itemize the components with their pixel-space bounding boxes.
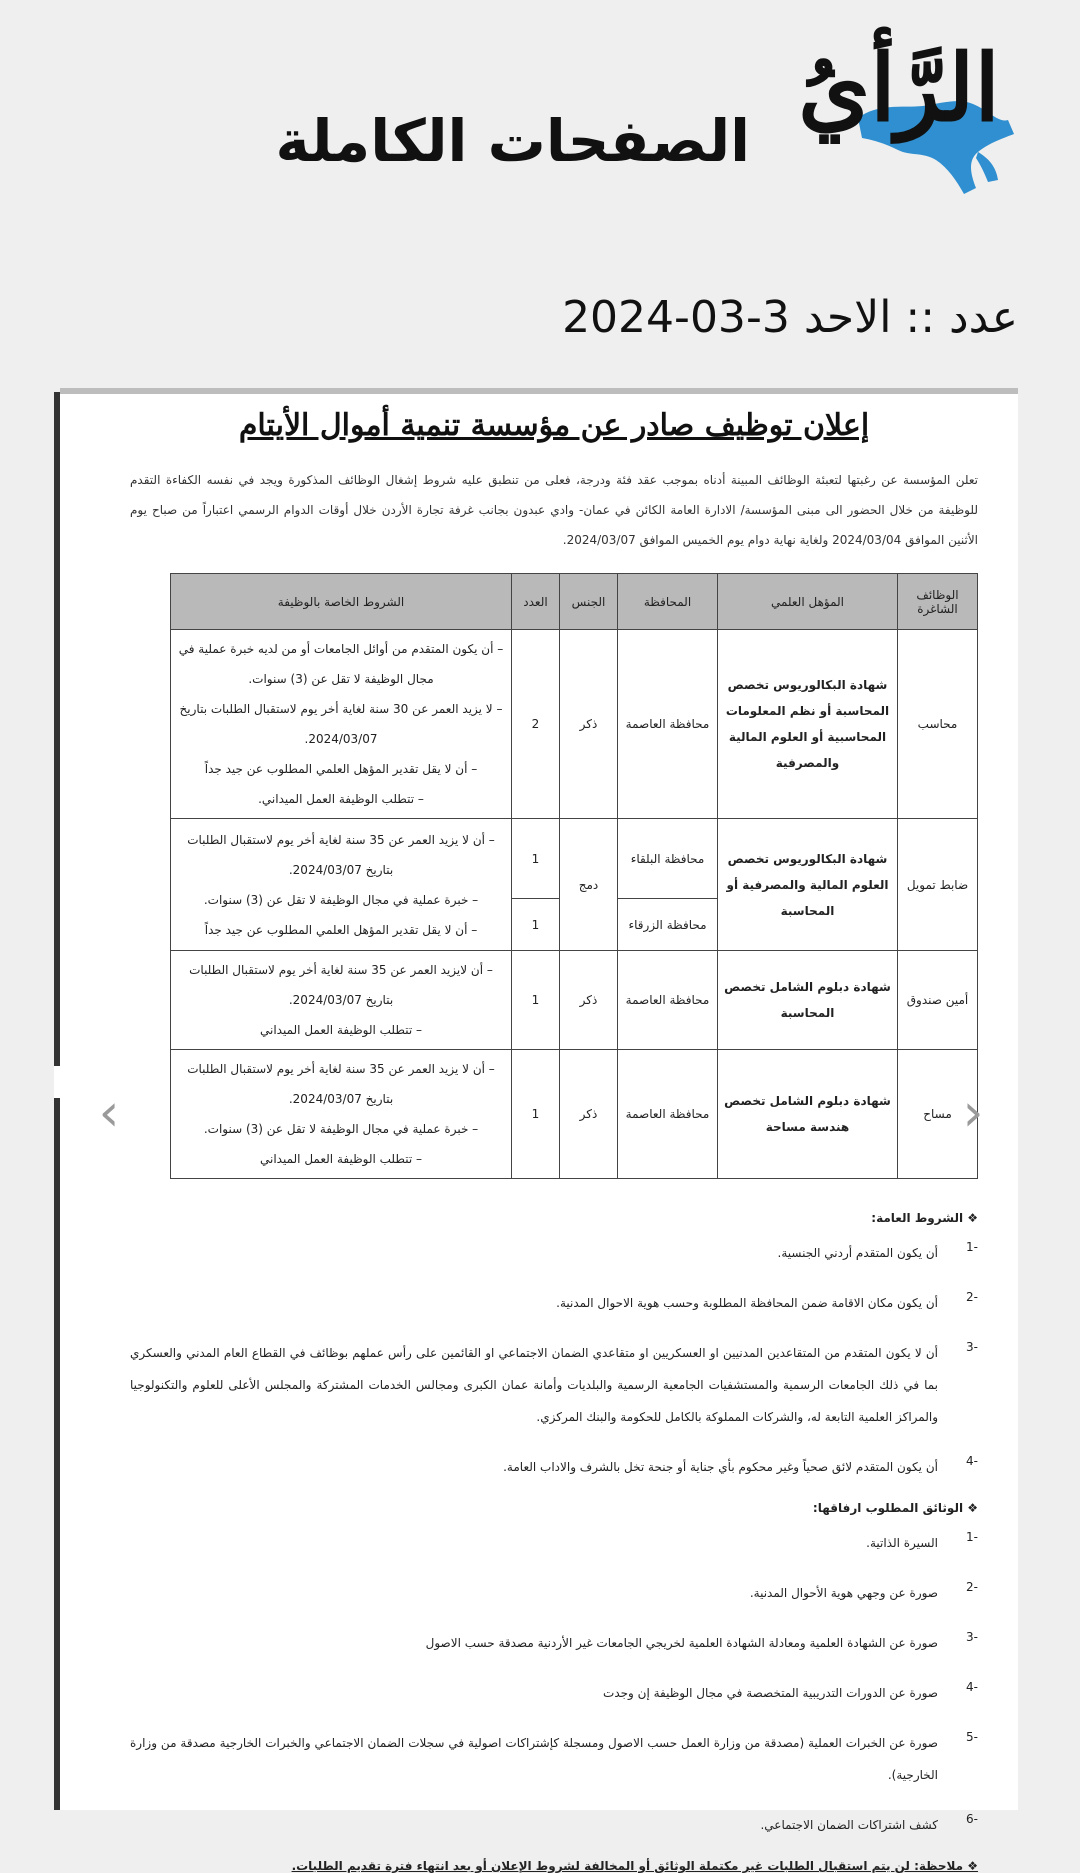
item-text: أن لا يكون المتقدم من المتقاعدين المدنيين او العسكريين او متقاعدي الضمان الاجتماعي او القائمين على رأس عملهم بوظائف في القطاع العام المدني والعسكري بما في ذلك الجامعات الرسمية والمستشفيات الجامعية الرسمية والبلديات وأمانة عمان الكبرى ومجالس الخدمات المشتركة والمجلس الأعلى للعلوم والتكنولوجيا والمراكز العلمية التابعة له، والشركات المملوكة بالكامل للحكومة والبنك المركزي.	[130, 1346, 938, 1424]
cell-governorate: محافظة البلقاء	[618, 819, 718, 899]
item-number: -4	[966, 1454, 978, 1468]
cell-qualification: شهادة دبلوم الشامل تخصص هندسة مساحة	[718, 1050, 898, 1179]
col-conditions: الشروط الخاصة بالوظيفة	[171, 574, 512, 630]
cell-job: مساح	[898, 1050, 978, 1179]
cell-gender: ذكر	[560, 1050, 618, 1179]
cell-gender: ذكر	[560, 630, 618, 819]
item-number: -5	[966, 1730, 978, 1744]
cell-qualification: شهادة البكالوريوس تخصص العلوم المالية والمصرفية أو المحاسبة	[718, 819, 898, 951]
cell-count: 1	[512, 899, 560, 951]
cell-count: 1	[512, 1050, 560, 1179]
condition: – تتطلب الوظيفة العمل الميداني.	[258, 792, 424, 806]
issue-date: عدد :: الاحد 3-03-2024	[562, 292, 1018, 343]
item-number: -4	[966, 1680, 978, 1694]
col-job: الوظائف الشاغرة	[898, 574, 978, 630]
cell-conditions	[171, 819, 512, 951]
item-text: صورة عن الخبرات العملية (مصدقة من وزارة العمل حسب الاصول ومسجلة كإشتراكات اصولية في سجلات الضمان الاجتماعي والخبرات الخارجية مصدقة من وزارة الخارجية).	[130, 1736, 938, 1782]
general-conditions-heading: ❖ الشروط العامة:	[871, 1211, 978, 1225]
list-item	[130, 1451, 978, 1483]
cell-count: 1	[512, 951, 560, 1050]
cell-gender: ذكر	[560, 951, 618, 1050]
table-row	[171, 1050, 978, 1179]
cell-conditions	[171, 1050, 512, 1179]
item-number: -1	[966, 1240, 978, 1254]
condition: – أن لا يزيد العمر عن 35 سنة لغاية أخر يوم لاستقبال الطلبات بتاريخ 2024/03/07.	[187, 832, 495, 877]
condition: – أن لا يقل تقدير المؤهل العلمي المطلوب عن جيد جداً	[204, 762, 478, 776]
prev-page-arrow-icon[interactable]: ‹	[98, 1083, 120, 1143]
cell-conditions	[171, 951, 512, 1050]
list-item	[130, 1627, 978, 1659]
item-number: -1	[966, 1530, 978, 1544]
required-documents-heading: ❖ الوثائق المطلوب ارفاقها:	[812, 1501, 978, 1515]
cell-governorate: محافظة العاصمة	[618, 630, 718, 819]
cell-qualification: شهادة دبلوم الشامل تخصص المحاسبة	[718, 951, 898, 1050]
item-text: أن يكون مكان الاقامة ضمن المحافظة المطلوبة وحسب هوية الاحوال المدنية.	[556, 1296, 938, 1310]
condition: – أن لا يقل تقدير المؤهل العلمي المطلوب عن جيد جداً	[204, 922, 478, 937]
col-gender: الجنس	[560, 574, 618, 630]
cell-count: 1	[512, 819, 560, 899]
item-text: السيرة الذاتية.	[866, 1536, 938, 1550]
item-number: -3	[966, 1340, 978, 1354]
condition: – تتطلب الوظيفة العمل الميداني	[259, 1152, 422, 1166]
cell-job: ضابط تمويل	[898, 819, 978, 951]
table-row	[171, 819, 978, 899]
next-page-arrow-icon[interactable]: ›	[962, 1083, 984, 1143]
cell-governorate: محافظة العاصمة	[618, 951, 718, 1050]
submission-note: ❖ ملاحظة: لن يتم استقبال الطلبات غير مكتملة الوثائق أو المخالفة لشروط الإعلان أو بعد انتهاء فترة تقديم الطلبات.	[291, 1859, 978, 1873]
table-row	[171, 951, 978, 1050]
logo-wordmark: الرَّأيُ	[798, 34, 1000, 142]
cell-job: أمين صندوق	[898, 951, 978, 1050]
required-documents	[130, 1501, 978, 1841]
item-number: -6	[966, 1812, 978, 1826]
cell-governorate: محافظة الزرقاء	[618, 899, 718, 951]
condition: – خبرة عملية في مجال الوظيفة لا تقل عن (3) سنوات.	[203, 892, 479, 907]
col-governorate: المحافظة	[618, 574, 718, 630]
list-item	[130, 1337, 978, 1433]
item-number: -2	[966, 1290, 978, 1304]
item-number: -2	[966, 1580, 978, 1594]
viewer-border-gap	[54, 1066, 62, 1098]
condition: – خبرة عملية في مجال الوظيفة لا تقل عن (3) سنوات.	[203, 1122, 479, 1136]
col-count: العدد	[512, 574, 560, 630]
condition: – لا يزيد العمر عن 30 سنة لغاية أخر يوم لاستقبال الطلبات بتاريخ 2024/03/07.	[179, 702, 503, 746]
condition: – أن لايزيد العمر عن 35 سنة لغاية أخر يوم لاستقبال الطلبات بتاريخ 2024/03/07.	[189, 963, 493, 1007]
list-item	[130, 1237, 978, 1269]
col-qualification: المؤهل العلمي	[718, 574, 898, 630]
item-number: -3	[966, 1630, 978, 1644]
item-text: أن يكون المتقدم أردني الجنسية.	[777, 1246, 938, 1260]
jobs-table	[170, 573, 978, 1179]
cell-job: محاسب	[898, 630, 978, 819]
list-item	[130, 1577, 978, 1609]
cell-gender: دمج	[560, 819, 618, 951]
item-text: صورة عن وجهي هوية الأحوال المدنية.	[749, 1586, 938, 1600]
document-intro: تعلن المؤسسة عن رغبتها لتعبئة الوظائف المبينة أدناه بموجب عقد فئة ودرجة، فعلى من تنطبق عليه شروط إشغال الوظائف المذكورة ويجد في نفسه الكفاءة التقدم للوظيفة من خلال الحضور الى مبنى المؤسسة/ الادارة العامة الكائن في عمان- وادي عبدون بجانب غرفة تجارة الأردن خلال أوقات الدوام الرسمي اعتباراً من صباح يوم الأثنين الموافق 2024/03/04 ولغاية نهاية دوام يوم الخميس الموافق 2024/03/07.	[130, 473, 978, 547]
item-text: صورة عن الشهادة العلمية ومعادلة الشهادة العلمية لخريجي الجامعات غير الأردنية مصدقة حسب الاصول	[425, 1636, 938, 1650]
item-text: صورة عن الدورات التدريبية المتخصصة في مجال الوظيفة إن وجدت	[603, 1686, 938, 1700]
app-header	[0, 0, 1080, 250]
cell-governorate: محافظة العاصمة	[618, 1050, 718, 1179]
list-item	[130, 1727, 978, 1791]
list-item	[130, 1287, 978, 1319]
table-header-row	[171, 574, 978, 630]
document-body	[130, 394, 978, 1873]
cell-qualification: شهادة البكالوريوس تخصص المحاسبة أو نظم المعلومات المحاسبية أو العلوم المالية والمصرفية	[718, 630, 898, 819]
list-item	[130, 1677, 978, 1709]
item-text: كشف اشتراكات الضمان الاجتماعي.	[760, 1818, 938, 1832]
condition: – تتطلب الوظيفة العمل الميداني	[259, 1023, 422, 1037]
condition: – أن لا يزيد العمر عن 35 سنة لغاية أخر يوم لاستقبال الطلبات بتاريخ 2024/03/07.	[187, 1062, 495, 1106]
document-title: إعلان توظيف صادر عن مؤسسة تنمية أموال الأيتام	[238, 408, 870, 443]
general-conditions	[130, 1211, 978, 1483]
list-item	[130, 1809, 978, 1841]
page-title: الصفحات الكاملة	[275, 107, 750, 175]
condition: – أن يكون المتقدم من أوائل الجامعات أو من لديه خبرة عملية في مجال الوظيفة لا تقل عن (3) سنوات.	[178, 642, 504, 686]
table-row	[171, 630, 978, 819]
cell-conditions	[171, 630, 512, 819]
item-text: أن يكون المتقدم لائق صحياً وغير محكوم بأي جناية أو جنحة تخل بالشرف والاداب العامة.	[503, 1460, 938, 1474]
scanned-page	[60, 388, 1018, 1873]
cell-count: 2	[512, 630, 560, 819]
list-item	[130, 1527, 978, 1559]
